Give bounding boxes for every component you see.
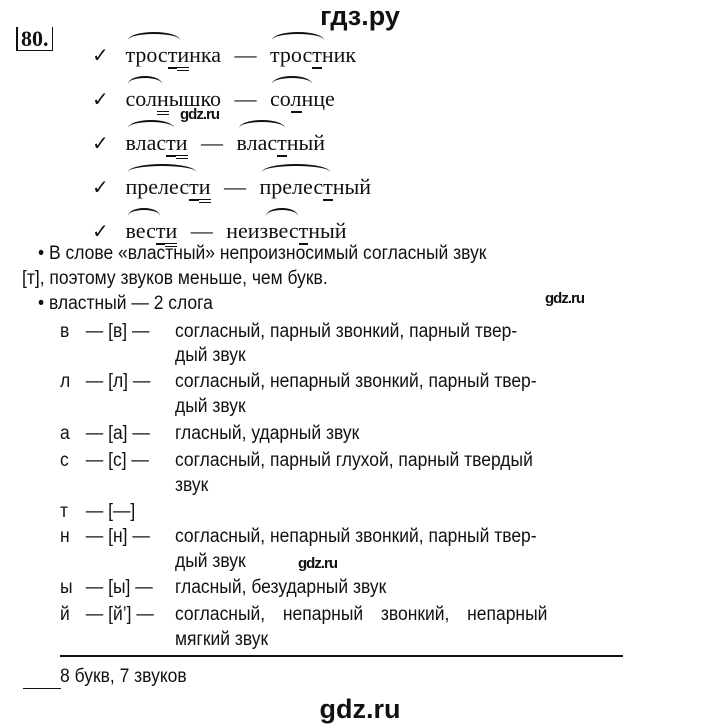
root-arc [239,120,285,136]
word-pair: ✓ прелести — прелестный [92,174,371,200]
word-pair: ✓ вести — неизвестный [92,218,347,244]
syllable-note [38,292,228,317]
syllable-count: властный — 2 слога [48,293,213,314]
divider-rule [60,655,623,657]
word-right: солнце [270,86,335,112]
word-left: солнышко [126,86,222,112]
watermark: gdz.ru [180,106,219,123]
summary: 8 букв, 7 звуков [60,666,187,687]
bullet-icon: • [38,243,45,264]
word-left: вести [126,218,178,244]
note-paragraph [38,242,638,267]
root-arc [272,32,324,48]
word-left: прелести [126,174,211,200]
watermark-bottom: gdz.ru [319,694,401,724]
word-right: властный [237,130,326,156]
checkmark-icon: ✓ [92,175,109,199]
word-pair: ✓ солнышко — солнце [92,86,335,112]
word-right: тростник [270,42,356,68]
root-arc [128,164,196,180]
watermark: gdz.ru [298,555,337,572]
word-left: тростинка [126,42,222,68]
root-arc [128,32,180,48]
word-right: прелестный [260,174,372,200]
word-left: власти [126,130,188,156]
root-arc [266,208,298,224]
word-right: неизвестный [226,218,346,244]
checkmark-icon: ✓ [92,87,109,111]
site-title: гдз.ру [320,1,400,31]
answer-line [23,688,61,689]
note-line-1: В слове «властный» непроизносимый согласный звук [48,243,487,264]
note-paragraph-cont [22,267,354,292]
note-line-2: [т], поэтому звуков меньше, чем букв. [22,268,328,289]
watermark: gdz.ru [545,290,584,307]
root-arc [128,120,174,136]
word-pair: ✓ власти — властный [92,130,325,156]
root-arc [128,208,160,224]
root-arc [262,164,330,180]
word-pair: ✓ тростинка — тростник [92,42,356,68]
root-arc [272,76,312,92]
task-number: 80. [16,27,53,51]
bullet-icon: • [38,293,45,314]
checkmark-icon: ✓ [92,219,109,243]
checkmark-icon: ✓ [92,131,109,155]
root-arc [128,76,162,92]
checkmark-icon: ✓ [92,43,109,67]
